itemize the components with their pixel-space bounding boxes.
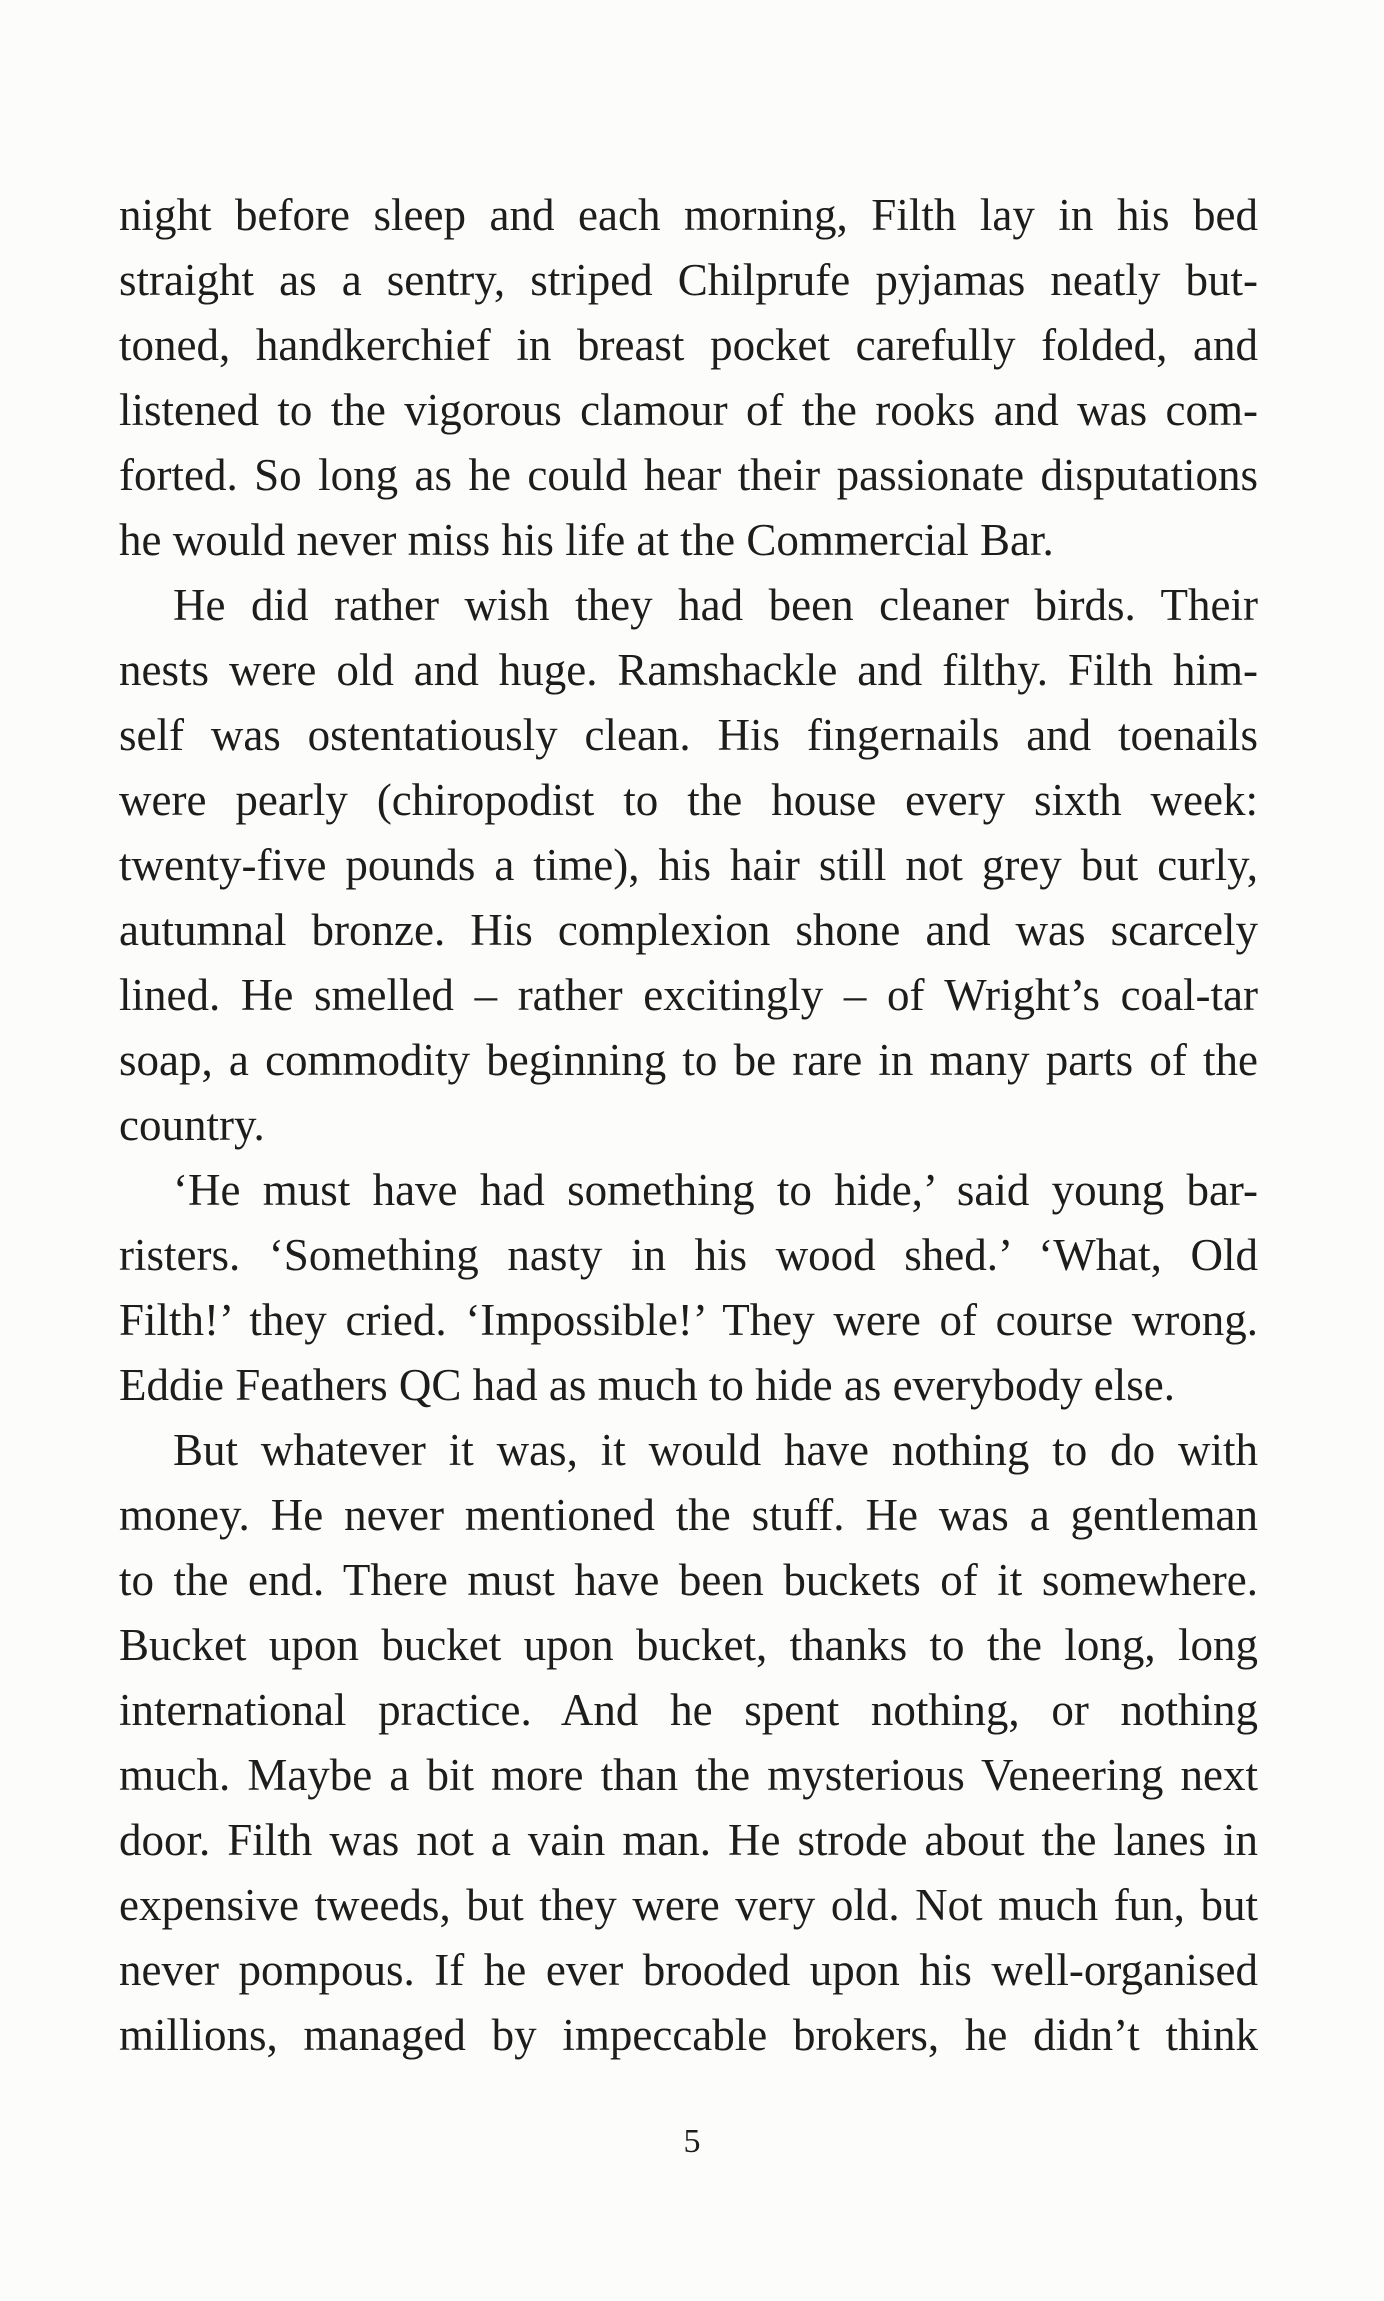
text-line: But whatever it was, it would have nothing to do with [173,1425,1258,1475]
text-line: night before sleep and each morning, Filth lay in his bed [119,190,1258,240]
text-line: Filth!’ they cried. ‘Impossible!’ They were of course wrong. [119,1295,1258,1345]
page-number: 5 [683,2123,701,2160]
text-line: never pompous. If he ever brooded upon his well-organised [119,1945,1258,1995]
text-line: forted. So long as he could hear their passionate disputations [119,450,1258,500]
text-line: international practice. And he spent nothing, or nothing [119,1685,1258,1735]
text-line: Eddie Feathers QC had as much to hide as everybody else. [119,1360,1175,1410]
text-line: soap, a commodity beginning to be rare in many parts of the [119,1035,1258,1085]
text-line: straight as a sentry, striped Chilprufe pyjamas neatly but- [119,255,1258,305]
text-line: He did rather wish they had been cleaner birds. Their [173,580,1258,630]
text-line: expensive tweeds, but they were very old. Not much fun, but [119,1880,1258,1930]
text-line: much. Maybe a bit more than the mysterious Veneering next [119,1750,1258,1800]
text-line: twenty-five pounds a time), his hair still not grey but curly, [119,840,1258,890]
text-line: he would never miss his life at the Commercial Bar. [119,515,1054,565]
text-line: millions, managed by impeccable brokers, he didn’t think [119,2010,1258,2060]
text-line: autumnal bronze. His complexion shone and was scarcely [119,905,1258,955]
body-text [119,183,1258,2068]
text-line: risters. ‘Something nasty in his wood shed.’ ‘What, Old [119,1230,1258,1280]
text-line: self was ostentatiously clean. His fingernails and toenails [119,710,1258,760]
text-line: to the end. There must have been buckets of it somewhere. [119,1555,1258,1605]
text-line: lined. He smelled – rather excitingly – of Wright’s coal-tar [119,970,1258,1020]
text-line: listened to the vigorous clamour of the rooks and was com- [119,385,1258,435]
text-line: country. [119,1100,265,1150]
text-line: toned, handkerchief in breast pocket carefully folded, and [119,320,1258,370]
text-line: were pearly (chiropodist to the house every sixth week: [119,775,1258,825]
text-line: nests were old and huge. Ramshackle and filthy. Filth him- [119,645,1258,695]
text-line: door. Filth was not a vain man. He strode about the lanes in [119,1815,1258,1865]
text-line: Bucket upon bucket upon bucket, thanks to the long, long [119,1620,1258,1670]
text-line: ‘He must have had something to hide,’ said young bar- [173,1165,1258,1215]
text-line: money. He never mentioned the stuff. He was a gentleman [119,1490,1258,1540]
